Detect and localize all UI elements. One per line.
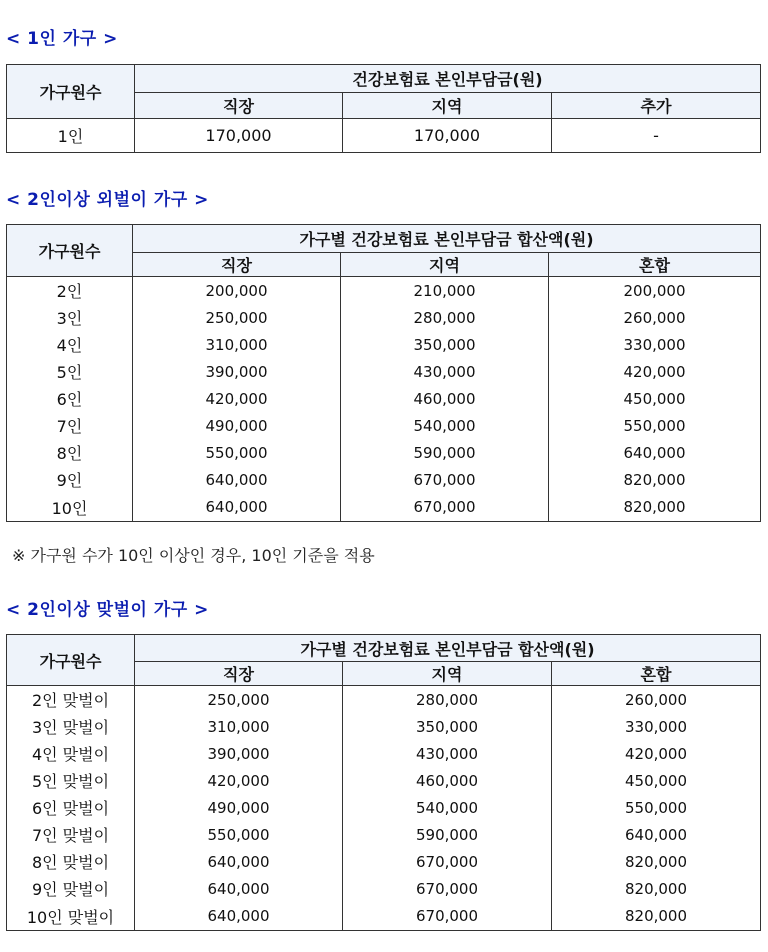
col-header-additional: 추가 <box>552 93 761 119</box>
household-count: 7인 맞벌이 <box>7 821 135 848</box>
household-count: 1인 <box>7 119 135 153</box>
workplace-value: 250,000 <box>135 686 343 714</box>
col-header-regional: 지역 <box>341 253 549 277</box>
household-count: 10인 맞벌이 <box>7 902 135 931</box>
mixed-value: 820,000 <box>552 848 761 875</box>
group-header: 건강보험료 본인부담금(원) <box>135 65 761 93</box>
regional-value: 540,000 <box>341 412 549 439</box>
regional-value: 460,000 <box>341 385 549 412</box>
household-count: 3인 맞벌이 <box>7 713 135 740</box>
household-count: 4인 맞벌이 <box>7 740 135 767</box>
workplace-value: 490,000 <box>133 412 341 439</box>
workplace-value: 550,000 <box>133 439 341 466</box>
household-count: 8인 맞벌이 <box>7 848 135 875</box>
table-row <box>7 119 761 153</box>
regional-value: 590,000 <box>343 821 552 848</box>
mixed-value: 550,000 <box>552 794 761 821</box>
section3-heading: < 2인이상 맞벌이 가구 > <box>6 600 209 620</box>
mixed-value: 260,000 <box>552 686 761 714</box>
table-row <box>7 412 761 439</box>
household-count: 9인 맞벌이 <box>7 875 135 902</box>
footnote: ※ 가구원 수가 10인 이상인 경우, 10인 기준을 적용 <box>12 546 375 565</box>
household-count: 5인 맞벌이 <box>7 767 135 794</box>
workplace-value: 640,000 <box>135 848 343 875</box>
workplace-value: 640,000 <box>133 493 341 522</box>
mixed-value: 260,000 <box>549 304 761 331</box>
mixed-value: 330,000 <box>552 713 761 740</box>
workplace-value: 200,000 <box>133 277 341 305</box>
regional-value: 280,000 <box>341 304 549 331</box>
table-row <box>7 304 761 331</box>
table-row <box>7 385 761 412</box>
household-count: 5인 <box>7 358 133 385</box>
group-header: 가구별 건강보험료 본인부담금 합산액(원) <box>135 635 761 662</box>
col-header-workplace: 직장 <box>135 662 343 686</box>
regional-value: 280,000 <box>343 686 552 714</box>
table-row <box>7 331 761 358</box>
workplace-value: 390,000 <box>133 358 341 385</box>
workplace-value: 250,000 <box>133 304 341 331</box>
additional-value: - <box>552 119 761 153</box>
regional-value: 430,000 <box>341 358 549 385</box>
regional-value: 460,000 <box>343 767 552 794</box>
mixed-value: 640,000 <box>552 821 761 848</box>
table-row <box>7 794 761 821</box>
workplace-value: 550,000 <box>135 821 343 848</box>
household-count: 7인 <box>7 412 133 439</box>
col-header-workplace: 직장 <box>133 253 341 277</box>
mixed-value: 820,000 <box>552 875 761 902</box>
household-count: 3인 <box>7 304 133 331</box>
col-header-workplace: 직장 <box>135 93 343 119</box>
table-row <box>7 875 761 902</box>
regional-value: 210,000 <box>341 277 549 305</box>
regional-value: 670,000 <box>343 848 552 875</box>
household-count: 9인 <box>7 466 133 493</box>
household-count: 2인 맞벌이 <box>7 686 135 714</box>
dual-earner-table <box>6 634 761 931</box>
col-header-regional: 지역 <box>343 662 552 686</box>
mixed-value: 820,000 <box>549 493 761 522</box>
table-row <box>7 713 761 740</box>
col-header-mixed: 혼합 <box>549 253 761 277</box>
col-household-header: 가구원수 <box>7 225 133 277</box>
section2-heading: < 2인이상 외벌이 가구 > <box>6 190 209 210</box>
household-count: 10인 <box>7 493 133 522</box>
regional-value: 590,000 <box>341 439 549 466</box>
col-header-regional: 지역 <box>343 93 552 119</box>
table-row <box>7 902 761 931</box>
workplace-value: 640,000 <box>133 466 341 493</box>
mixed-value: 450,000 <box>549 385 761 412</box>
workplace-value: 310,000 <box>135 713 343 740</box>
col-household-header: 가구원수 <box>7 65 135 119</box>
table-row <box>7 493 761 522</box>
mixed-value: 450,000 <box>552 767 761 794</box>
table-row <box>7 439 761 466</box>
regional-value: 670,000 <box>341 466 549 493</box>
table-row <box>7 767 761 794</box>
mixed-value: 640,000 <box>549 439 761 466</box>
workplace-value: 310,000 <box>133 331 341 358</box>
workplace-value: 170,000 <box>135 119 343 153</box>
workplace-value: 640,000 <box>135 902 343 931</box>
household-count: 6인 맞벌이 <box>7 794 135 821</box>
mixed-value: 550,000 <box>549 412 761 439</box>
mixed-value: 420,000 <box>549 358 761 385</box>
regional-value: 670,000 <box>343 875 552 902</box>
regional-value: 430,000 <box>343 740 552 767</box>
workplace-value: 390,000 <box>135 740 343 767</box>
regional-value: 670,000 <box>341 493 549 522</box>
workplace-value: 420,000 <box>135 767 343 794</box>
household-count: 6인 <box>7 385 133 412</box>
regional-value: 670,000 <box>343 902 552 931</box>
regional-value: 540,000 <box>343 794 552 821</box>
single-household-table <box>6 64 761 153</box>
mixed-value: 420,000 <box>552 740 761 767</box>
mixed-value: 820,000 <box>552 902 761 931</box>
section1-heading: < 1인 가구 > <box>6 29 118 49</box>
table-row <box>7 466 761 493</box>
regional-value: 350,000 <box>343 713 552 740</box>
workplace-value: 490,000 <box>135 794 343 821</box>
table-row <box>7 277 761 305</box>
table-row <box>7 821 761 848</box>
household-count: 4인 <box>7 331 133 358</box>
household-count: 8인 <box>7 439 133 466</box>
regional-value: 350,000 <box>341 331 549 358</box>
household-count: 2인 <box>7 277 133 305</box>
workplace-value: 420,000 <box>133 385 341 412</box>
group-header: 가구별 건강보험료 본인부담금 합산액(원) <box>133 225 761 253</box>
regional-value: 170,000 <box>343 119 552 153</box>
table-row <box>7 358 761 385</box>
table-row <box>7 686 761 714</box>
mixed-value: 330,000 <box>549 331 761 358</box>
single-earner-table <box>6 224 761 522</box>
col-header-mixed: 혼합 <box>552 662 761 686</box>
mixed-value: 200,000 <box>549 277 761 305</box>
col-household-header: 가구원수 <box>7 635 135 686</box>
table-row <box>7 740 761 767</box>
mixed-value: 820,000 <box>549 466 761 493</box>
table-row <box>7 848 761 875</box>
workplace-value: 640,000 <box>135 875 343 902</box>
